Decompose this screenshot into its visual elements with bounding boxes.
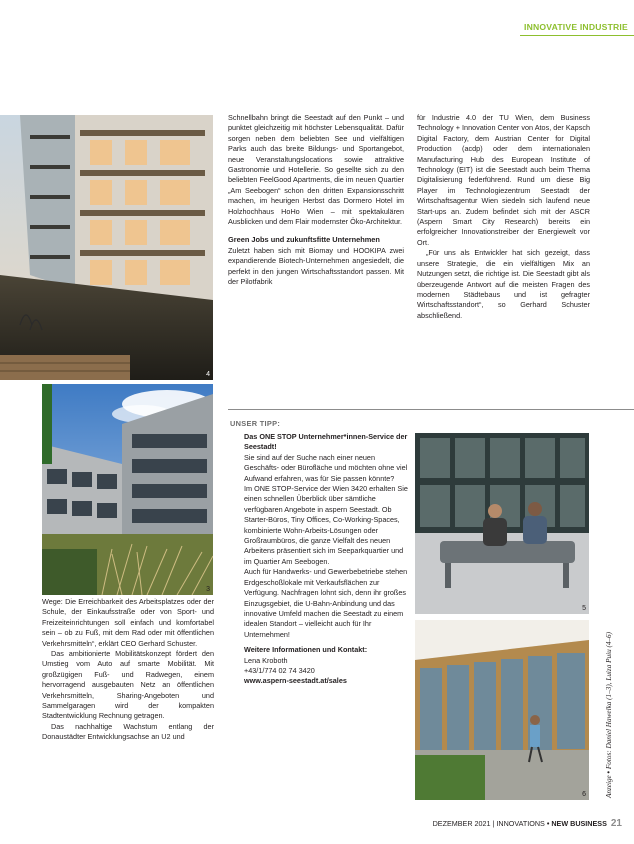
column-middle	[228, 113, 404, 288]
tip-contact-heading: Weitere Informationen und Kontakt:	[244, 645, 368, 655]
column-left-paragraph-1: Wege: Die Erreichbarkeit des Arbeitsplatzes oder der Schule, der Einkaufsstraße oder von Sport- und Freizeiteinrichtungen soll einfach und komfortabel sein – ob zu Fuß, mit dem Rad oder mit öffentlichen Verkehrsmitteln“, erklärt CEO Gerhard Schuster.	[42, 597, 214, 648]
footer-separator: |	[492, 819, 495, 828]
photo-number-3: 3	[206, 586, 210, 593]
tip-paragraph-3: Auch für Handwerks- und Gewerbebetriebe stehen Erdgeschoßlokale mit Verkaufsflächen zur Verfügung. Nachfragen lohnt sich, denn ihr großes Einzugsgebiet, die U-Bahn-Anbindung und das innovative Umfeld machen die Seestadt zu einem idealen Standort – vielleicht auch für Ihr Unternehmen!	[244, 567, 408, 639]
column-left-paragraph-2: Das ambitionierte Mobilitätskonzept fördert den Umstieg vom Auto auf smarte Mobilität. Mit großzügigen Fuß- und Radwegen, einem hervorragend ausgebauten Netz an öffentlichen Verkehrsmitteln, Sharing-Angeboten und Sammelgaragen wird der kompakten Stadtentwicklung Rechnung getragen.	[42, 649, 214, 721]
photo-number-4: 4	[206, 371, 210, 378]
photo-apartment-canal-image	[0, 115, 213, 380]
credit-text: Fotos: Daniel Hawelka (1–3), Luiza Puiu (4–6)	[605, 631, 613, 770]
photo-people-bench-image	[415, 433, 589, 614]
section-label: INNOVATIVE INDUSTRIE	[520, 18, 634, 36]
photo-credit	[604, 578, 616, 798]
column-middle-paragraph-1: Schnellbahn bringt die Seestadt auf den Punkt – und punktet gleichzeitig mit höchster Lebensqualität. Dafür sorgen neben dem beliebten See und vielfältigen Parks auch das breite Bildungs- und Sportangebot, neue Veranstaltungslocations sowie attraktive Gastronomie und Hotellerie. So gesellte sich zu den beliebten FeelGood Apartments, die im neuen Quartier „Am Seebogen“ schon den dritten Expansionsschritt machen, im heurigen Herbst das Dormero Hotel im Holzhochhaus HoHo Wien – mit spektakulären Ausblicken und dem Flair modernster Öko-Architektur.	[228, 113, 404, 227]
photo-number-5: 5	[582, 605, 586, 612]
photo-facade-pedestrian-image	[415, 620, 589, 800]
tip-contact-name: Lena Kroboth	[244, 655, 288, 665]
photo-facade-pedestrian	[415, 620, 589, 800]
footer-publication: NEW BUSINESS	[551, 819, 607, 828]
column-left-paragraph-3: Das nachhaltige Wachstum entlang der Donaustädter Entwicklungsachse an U2 und	[42, 721, 214, 742]
tip-paragraph-2: Im ONE STOP-Service der Wien 3420 erhalten Sie einen schnellen Überblick über sämtliche verfügbaren Angebote in aspern Seestadt. Ob Starter-Büros, Tiny Offices, Co-Working-Spaces, kombinierte Wohn-Arbeits-Lösungen oder Großraumbüros, die ganze Vielfalt des neuen Arbeitens präsentiert sich im Seeparkquartier und im Quartier Am Seebogen.	[244, 484, 408, 566]
column-right-paragraph-1: für Industrie 4.0 der TU Wien, dem Business Technology + Innovation Center von Atos, der Kapsch Digital Factory, dem Austrian Center for Digital Production (acdp) oder dem internationalen Manufacturing Hub des European Institute of Technology (EIT) ist die Seestadt auch beim Thema Digitalisierung federführend. Rund um diese Big Player im Technologiezentrum Seestadt der Wirtschaftsagentur Wien siedeln sich laufend neue Start-ups an. Zudem befindet sich mit der ASCR (Aspern Smart City Research) bereits ein erfolgreicher Innovationstreiber der Energiewelt vor Ort.	[417, 113, 590, 247]
tip-contact-phone: +43/1/774 02 74 3420	[244, 665, 315, 675]
column-left	[42, 597, 214, 743]
footer-date: DEZEMBER 2021	[432, 819, 491, 828]
tip-paragraph-1: Sie sind auf der Suche nach einer neuen Geschäfts- oder Bürofläche und möchten ohne viel Aufwand erfahren, was für Sie passen könnte?	[244, 452, 408, 483]
tip-contact-website[interactable]: www.aspern-seestadt.at/sales	[244, 676, 347, 686]
tip-box	[244, 432, 410, 687]
footer-dot: •	[546, 819, 550, 828]
column-right	[417, 113, 590, 321]
tip-divider	[228, 409, 634, 410]
column-right-paragraph-2: „Für uns als Entwickler hat sich gezeigt, dass unsere Strategie, die ein vielfältigen Mix an Nutzungen setzt, die richtige ist. Die Seestadt gibt als überzeugende Antwort auf die meisten Fragen des modernen Städtebaus und ist gefragter Wirtschaftsstandort“, so Gerhard Schuster abschließend.	[417, 248, 590, 320]
tip-headline: Das ONE STOP Unternehmer*innen-Service der Seestadt!	[244, 432, 408, 452]
photo-office-building	[42, 384, 213, 595]
column-middle-paragraph-2: Zuletzt haben sich mit Biomay und HOOKIPA zwei expandierende Biotech-Unternehmen angesiedelt, die perfekt in den jungen Wirtschaftsstandort passen. Mit der Pilotfabrik	[228, 245, 404, 287]
tip-label: UNSER TIPP:	[230, 419, 281, 428]
photo-office-building-image	[42, 384, 213, 595]
page-number: 21	[610, 818, 622, 829]
footer-magazine: INNOVATIONS	[496, 819, 545, 828]
page-footer	[433, 818, 622, 829]
green-jobs-heading: Green Jobs und zukunftsfitte Unternehmen	[228, 235, 380, 245]
photo-apartment-canal	[0, 115, 213, 380]
photo-people-bench	[415, 433, 589, 614]
credit-separator: •	[604, 770, 613, 774]
ad-marker: Anzeige	[605, 775, 613, 798]
photo-number-6: 6	[582, 791, 586, 798]
